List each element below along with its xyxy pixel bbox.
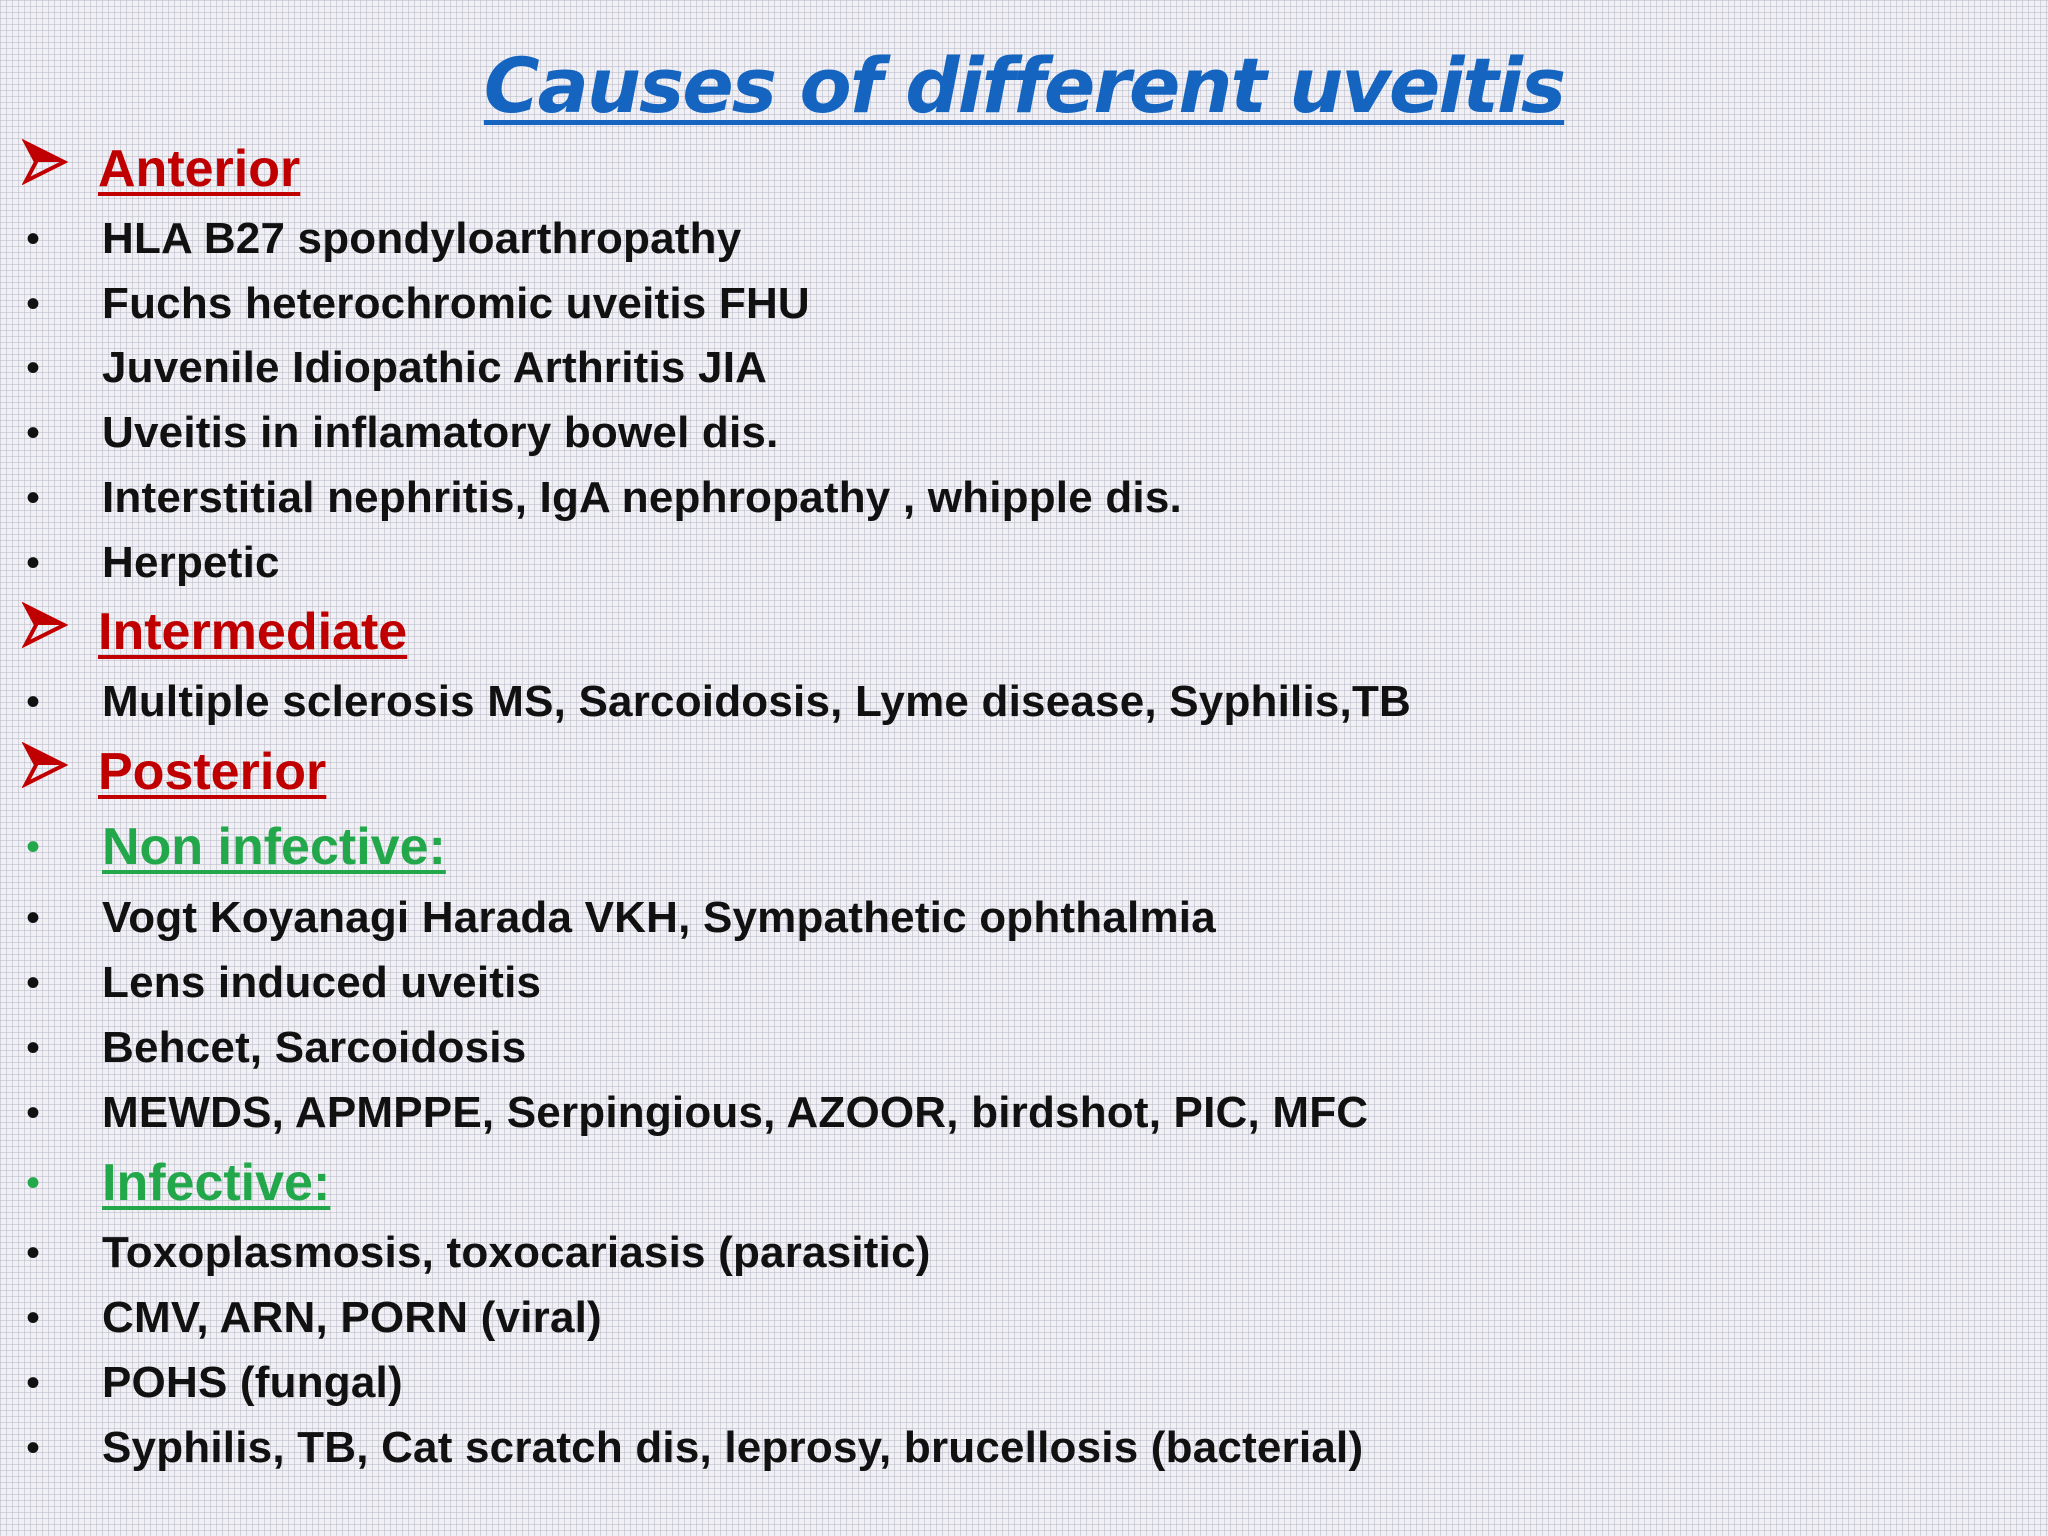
section-heading-label: Anterior bbox=[98, 140, 301, 198]
list-item-text: Behcet, Sarcoidosis bbox=[102, 1023, 527, 1072]
sub-heading-label: Non infective: bbox=[102, 818, 446, 876]
list-item-text: Multiple sclerosis MS, Sarcoidosis, Lyme disease, Syphilis,TB bbox=[102, 677, 1412, 726]
list-item bbox=[22, 1016, 526, 1080]
list-item-text: HLA B27 spondyloarthropathy bbox=[102, 214, 742, 263]
bullet-dot: • bbox=[26, 960, 41, 1005]
bullet-dot: • bbox=[26, 895, 41, 940]
section-heading-label: Intermediate bbox=[98, 603, 408, 661]
list-item bbox=[22, 207, 741, 271]
list-item bbox=[22, 886, 1216, 950]
list-item-text: POHS (fungal) bbox=[102, 1358, 403, 1407]
list-item-text: Toxoplasmosis, toxocariasis (parasitic) bbox=[102, 1228, 931, 1277]
section-heading-label: Posterior bbox=[98, 743, 327, 801]
arrow-bullet-icon bbox=[22, 139, 98, 199]
list-item bbox=[22, 1416, 1363, 1480]
list-item-text: Fuchs heterochromic uveitis FHU bbox=[102, 279, 810, 328]
list-item-text: Vogt Koyanagi Harada VKH, Sympathetic ophthalmia bbox=[102, 893, 1216, 942]
bullet-dot: • bbox=[26, 1360, 41, 1405]
bullet-dot: • bbox=[26, 1160, 41, 1205]
list-item-text: Interstitial nephritis, IgA nephropathy , whipple dis. bbox=[102, 473, 1182, 522]
list-item bbox=[22, 670, 1411, 734]
list-item-text: Syphilis, TB, Cat scratch dis, leprosy, brucellosis (bacterial) bbox=[102, 1423, 1364, 1472]
list-item bbox=[22, 1081, 1368, 1145]
sub-heading-non-infective bbox=[22, 815, 446, 879]
bullet-dot: • bbox=[26, 345, 41, 390]
section-heading-intermediate bbox=[22, 600, 407, 664]
arrow-bullet-icon bbox=[22, 742, 98, 802]
bullet-dot: • bbox=[26, 410, 41, 455]
bullet-dot: • bbox=[26, 1090, 41, 1135]
sub-heading-label: Infective: bbox=[102, 1154, 331, 1212]
list-item-text: Herpetic bbox=[102, 538, 280, 587]
section-heading-anterior bbox=[22, 137, 300, 201]
bullet-dot: • bbox=[26, 824, 41, 869]
list-item bbox=[22, 951, 541, 1015]
section-heading-posterior bbox=[22, 740, 326, 804]
list-item bbox=[22, 1286, 602, 1350]
bullet-dot: • bbox=[26, 679, 41, 724]
bullet-dot: • bbox=[26, 1425, 41, 1470]
arrow-bullet-icon bbox=[22, 602, 98, 662]
list-item bbox=[22, 272, 810, 336]
slide-title: Causes of different uveitis bbox=[483, 41, 1565, 130]
bullet-dot: • bbox=[26, 1230, 41, 1275]
list-item-text: CMV, ARN, PORN (viral) bbox=[102, 1293, 602, 1342]
list-item-text: MEWDS, APMPPE, Serpingious, AZOOR, birdshot, PIC, MFC bbox=[102, 1088, 1369, 1137]
list-item bbox=[22, 466, 1182, 530]
bullet-dot: • bbox=[26, 1025, 41, 1070]
sub-heading-infective bbox=[22, 1151, 330, 1215]
list-item bbox=[22, 401, 779, 465]
list-item bbox=[22, 1351, 403, 1415]
list-item bbox=[22, 336, 767, 400]
list-item-text: Lens induced uveitis bbox=[102, 958, 542, 1007]
bullet-dot: • bbox=[26, 475, 41, 520]
list-item-text: Uveitis in inflamatory bowel dis. bbox=[102, 408, 779, 457]
bullet-dot: • bbox=[26, 281, 41, 326]
bullet-dot: • bbox=[26, 1295, 41, 1340]
list-item-text: Juvenile Idiopathic Arthritis JIA bbox=[102, 343, 768, 392]
list-item bbox=[22, 531, 280, 595]
bullet-dot: • bbox=[26, 216, 41, 261]
bullet-dot: • bbox=[26, 540, 41, 585]
list-item bbox=[22, 1221, 931, 1285]
